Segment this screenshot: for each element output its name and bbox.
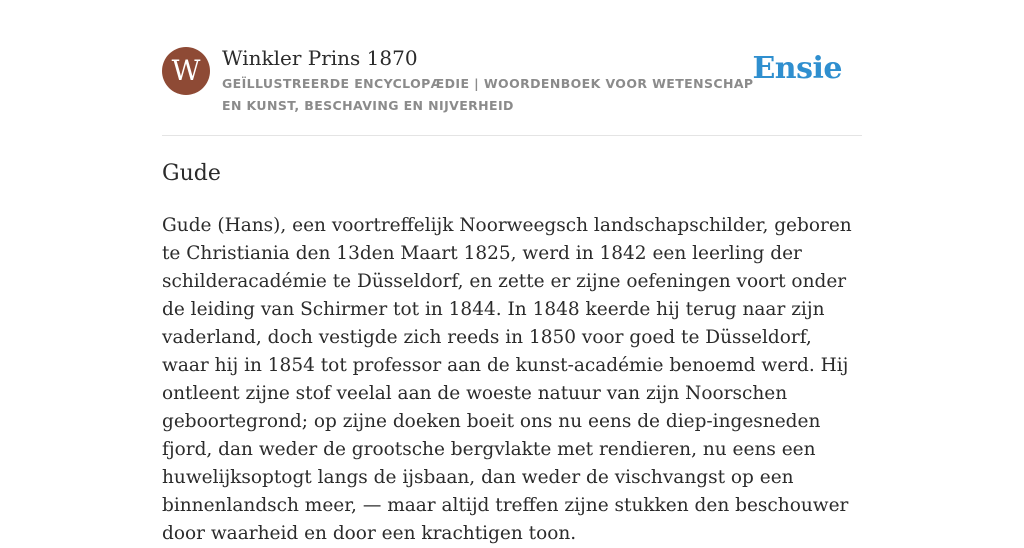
source-header [162, 45, 862, 135]
entry-body: Gude (Hans), een voortreffelijk Noorweegsch landschapschilder, geboren te Christiania den 13den Maart 1825, werd in 1842 een leerling der schilderacadémie te Düsseldorf, en zette er zijne oefeningen voort onder de leiding van Schirmer tot in 1844. In 1848 keerde hij terug naar zijn vaderland, doch vestigde zich reeds in 1850 voor goed te Düsseldorf, waar hij in 1854 tot professor aan de kunst-académie benoemd werd. Hij ontleent zijne stof veelal aan de woeste natuur van zijn Noorschen geboortegrond; op zijne doeken boeit ons nu eens de diep-ingesneden fjord, dan weder de grootsche bergvlakte met rendieren, nu eens een huwelijksoptogt langs de ijsbaan, dan weder de vischvangst op een binnenlandsch meer, — maar altijd treffen zijne stukken den beschouwer door waarheid en door een krachtigen toon. [162, 215, 852, 544]
source-subtitle: GEÏLLUSTREERDE ENCYCLOPÆDIE | WOORDENBOEK VOOR WETENSCHAP EN KUNST, BESCHAVING EN NIJVERHEID [222, 76, 754, 113]
entry-title: Gude [162, 161, 221, 186]
ensie-logo[interactable]: Ensie [752, 51, 842, 86]
header-divider [162, 135, 862, 136]
source-avatar[interactable]: W [162, 47, 210, 95]
source-title[interactable]: Winkler Prins 1870 [222, 46, 418, 70]
